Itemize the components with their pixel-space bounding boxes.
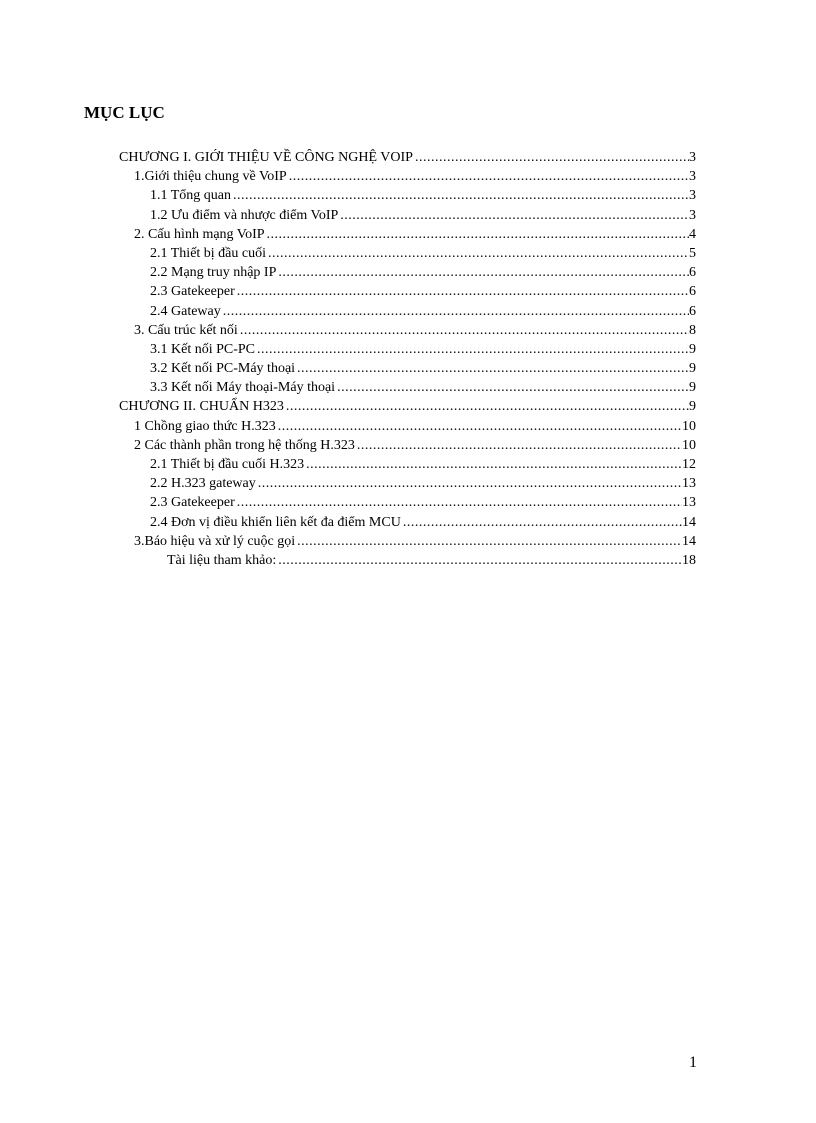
toc-entry-page: 9: [689, 361, 696, 377]
toc-entry[interactable]: [0, 551, 816, 570]
toc-entry-page: 10: [682, 437, 696, 453]
toc-entry-label: CHƯƠNG II. CHUẨN H323: [119, 399, 284, 415]
dot-leader: [278, 417, 682, 436]
toc-entry-label: 2.2 H.323 gateway: [150, 476, 256, 492]
toc-entry-page: 3: [689, 150, 696, 165]
toc-entry[interactable]: [0, 436, 816, 455]
dot-leader: [237, 493, 682, 512]
dot-leader: [278, 263, 689, 282]
toc-entry-label: 2.3 Gatekeeper: [150, 284, 235, 300]
toc-entry-page: 13: [682, 495, 696, 511]
toc-entry[interactable]: [0, 340, 816, 359]
toc-entry-label: 2.1 Thiết bị đầu cuối: [150, 245, 266, 261]
toc-entry[interactable]: [0, 474, 816, 493]
toc-entry[interactable]: [0, 378, 816, 397]
toc-entry-page: 3: [689, 169, 696, 185]
toc-entry-page: 12: [682, 457, 696, 472]
dot-leader: [233, 186, 689, 205]
toc-entry-page: 4: [689, 226, 696, 242]
toc-entry[interactable]: [0, 186, 816, 205]
toc-entry-label: 3.Báo hiệu và xử lý cuộc gọi: [134, 533, 296, 549]
dot-leader: [337, 378, 689, 397]
dot-leader: [297, 532, 682, 551]
toc-entry-page: 8: [689, 322, 696, 338]
toc-entry[interactable]: [0, 397, 816, 416]
toc-entry-page: 3: [689, 207, 696, 223]
toc-entry-page: 9: [689, 399, 696, 415]
dot-leader: [258, 474, 682, 493]
toc-entry-page: 13: [682, 476, 696, 492]
dot-leader: [297, 359, 689, 378]
toc-entry-page: 10: [682, 418, 696, 434]
toc-entry[interactable]: [0, 167, 816, 186]
toc-entry[interactable]: [0, 321, 816, 340]
toc-entry-page: 18: [682, 552, 696, 568]
dot-leader: [240, 321, 689, 340]
dot-leader: [267, 225, 689, 244]
dot-leader: [223, 302, 689, 321]
toc-entry[interactable]: [0, 263, 816, 282]
toc-entry-label: Tài liệu tham khảo:: [167, 552, 277, 568]
toc-entry-label: 3.3 Kết nối Máy thoại-Máy thoại: [150, 380, 336, 396]
page-number: 1: [689, 1054, 697, 1071]
toc-entry[interactable]: [0, 302, 816, 321]
toc-entry[interactable]: [0, 206, 816, 225]
toc-entry-label: 2.4 Đơn vị điều khiển liên kết đa điểm MCU: [150, 514, 401, 530]
toc-entry-page: 9: [689, 341, 696, 357]
toc-entry-label: 2.1 Thiết bị đầu cuối H.323: [150, 457, 305, 472]
dot-leader: [289, 167, 689, 186]
toc-entry[interactable]: [0, 417, 816, 436]
toc-entry[interactable]: [0, 244, 816, 263]
toc-entry[interactable]: [0, 455, 816, 474]
toc-entry-page: 14: [682, 514, 696, 530]
toc-entry-label: 3.2 Kết nối PC-Máy thoại: [150, 361, 296, 377]
toc-entry-label: 2.3 Gatekeeper: [150, 495, 235, 511]
toc-entry-label: 1.2 Ưu điểm và nhược điểm VoIP: [150, 207, 339, 223]
dot-leader: [357, 436, 682, 455]
toc-entry-page: 6: [689, 303, 696, 319]
toc-entry-page: 14: [682, 533, 696, 549]
toc-entry-page: 6: [689, 265, 696, 281]
toc-entry-label: 1 Chồng giao thức H.323: [134, 418, 276, 434]
toc-entry[interactable]: [0, 359, 816, 378]
dot-leader: [306, 455, 682, 474]
toc-entry-label: 3.1 Kết nối PC-PC: [150, 341, 256, 357]
toc-entry-label: 2.2 Mạng truy nhập IP: [150, 265, 277, 281]
dot-leader: [278, 551, 682, 570]
toc-entry-page: 3: [689, 188, 696, 204]
table-of-contents: [0, 148, 816, 570]
toc-entry[interactable]: [0, 513, 816, 532]
dot-leader: [268, 244, 689, 263]
toc-entry[interactable]: [0, 493, 816, 512]
toc-entry[interactable]: [0, 148, 816, 167]
toc-entry[interactable]: [0, 282, 816, 301]
dot-leader: [257, 340, 689, 359]
toc-entry-label: 3. Cấu trúc kết nối: [134, 322, 238, 338]
dot-leader: [340, 206, 689, 225]
toc-title: MỤC LỤC: [84, 103, 165, 122]
toc-entry-label: 2 Các thành phần trong hệ thống H.323: [134, 437, 355, 453]
toc-entry[interactable]: [0, 225, 816, 244]
toc-entry[interactable]: [0, 532, 816, 551]
toc-entry-page: 6: [689, 284, 696, 300]
toc-entry-label: 2. Cấu hình mạng VoIP: [134, 226, 265, 242]
dot-leader: [415, 148, 689, 167]
dot-leader: [286, 397, 689, 416]
dot-leader: [403, 513, 682, 532]
toc-entry-page: 5: [689, 245, 696, 261]
toc-entry-page: 9: [689, 380, 696, 396]
toc-entry-label: 1.Giới thiệu chung về VoIP: [134, 169, 287, 185]
toc-entry-label: CHƯƠNG I. GIỚI THIỆU VỀ CÔNG NGHỆ VOIP: [119, 150, 413, 165]
dot-leader: [237, 282, 689, 301]
toc-entry-label: 1.1 Tổng quan: [150, 188, 232, 204]
toc-entry-label: 2.4 Gateway: [150, 303, 221, 319]
